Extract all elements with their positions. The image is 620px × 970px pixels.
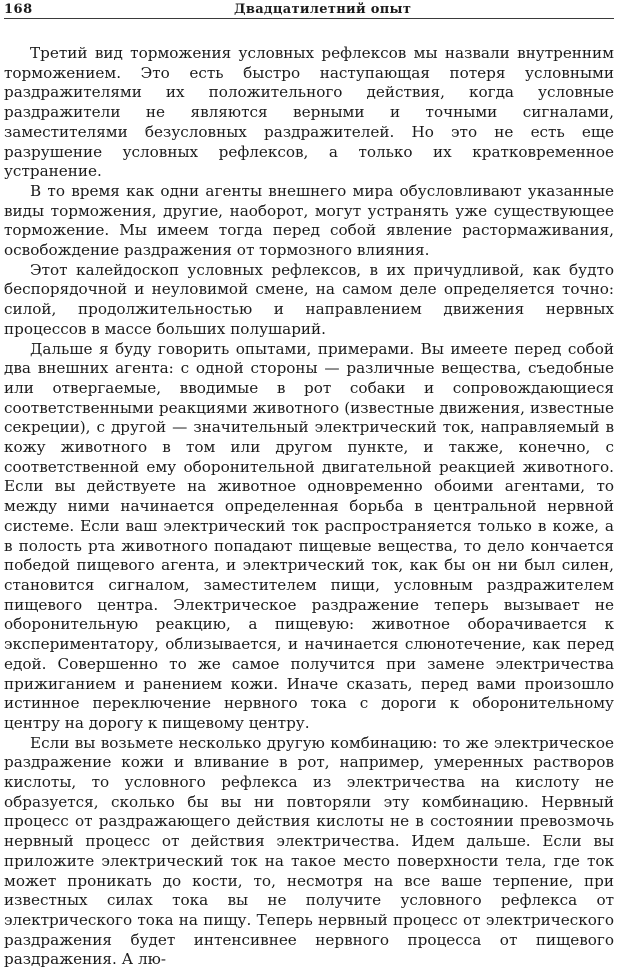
paragraph-two-agents: Дальше я буду говорить опытами, примерами. Вы имеете перед собой два внешних агента: с одной стороны — различные вещества, съедобные или отвергаемые, вводимые в рот собаки и сопровождающиеся соответственными реакциями животного (известные движения, известные секреции), с другой — значительный электрический ток, направляемый в кожу животного в том или другом пункте, и также, конечно, с соответственной ему оборонительной двигательной реакцией животного. Если вы действуете на животное одновременно обоими агентами, то между ними начинается определенная борьба в центральной нервной системе. Если ваш электрический ток распространяется только в коже, а в полость рта животного попадают пищевые вещества, то дело кончается победой пищевого агента, и электрический ток, как бы он ни был силен, становится сигналом, заместителем пищи, условным раздражителем пищевого центра. Электрическое раздражение теперь вызывает не оборонительную реакцию, а пищевую: животное оборачивается к экспериментатору, облизывается, и начинается слюнотечение, как перед едой. Совершенно то же самое получится при замене электричества прижиганием и ранением кожи. Иначе сказать, перед вами произошло истинное переключение нервного тока с дороги к оборонительному центру на дорогу к пищевому центру. [4, 339, 614, 732]
page-number: 168 [4, 2, 33, 17]
paragraph-kaleidoscope: Этот калейдоскоп условных рефлексов, в их причудливой, как будто беспорядочной и неуловимой смене, на самом деле определяется точно: силой, продолжительностью и направлением движения нервных процессов в массе больших полушарий. [4, 260, 614, 338]
body-text [4, 44, 614, 970]
running-title: Двадцатилетний опыт [234, 2, 412, 17]
paragraph-internal-inhibition: Третий вид торможения условных рефлексов мы назвали внутренним торможением. Это есть быстро наступающая потеря условными раздражителями их положительного действия, когда условные раздражители не являются верными и точными сигналами, заместителями безусловных раздражителей. Но это не есть еще разрушение условных рефлексов, а только их кратковременное устранение. [4, 44, 614, 181]
paragraph-disinhibition: В то время как одни агенты внешнего мира обусловливают указанные виды торможения, другие, наоборот, могут устранять уже существующее торможение. Мы имеем тогда перед собой явление растормаживания, освобождение раздражения от тормозного влияния. [4, 181, 614, 260]
running-header [4, 2, 614, 19]
paragraph-other-combination: Если вы возьмете несколько другую комбинацию: то же электрическое раздражение кожи и вливание в рот, например, умеренных растворов кислоты, то условного рефлекса из электричества на кислоту не образуется, сколько бы вы ни повторяли эту комбинацию. Нервный процесс от раздражающего действия кислоты не в состоянии превозмочь нервный процесс от действия электричества. Идем дальше. Если вы приложите электрический ток на такое место поверхности тела, где ток может проникать до кости, то, несмотря на все ваше терпение, при известных силах тока вы не получите условного рефлекса от электрического тока на пищу. Теперь нервный процесс от электрического раздражения будет интенсивнее нервного процесса от пищевого раздражения. А лю- [4, 733, 614, 969]
